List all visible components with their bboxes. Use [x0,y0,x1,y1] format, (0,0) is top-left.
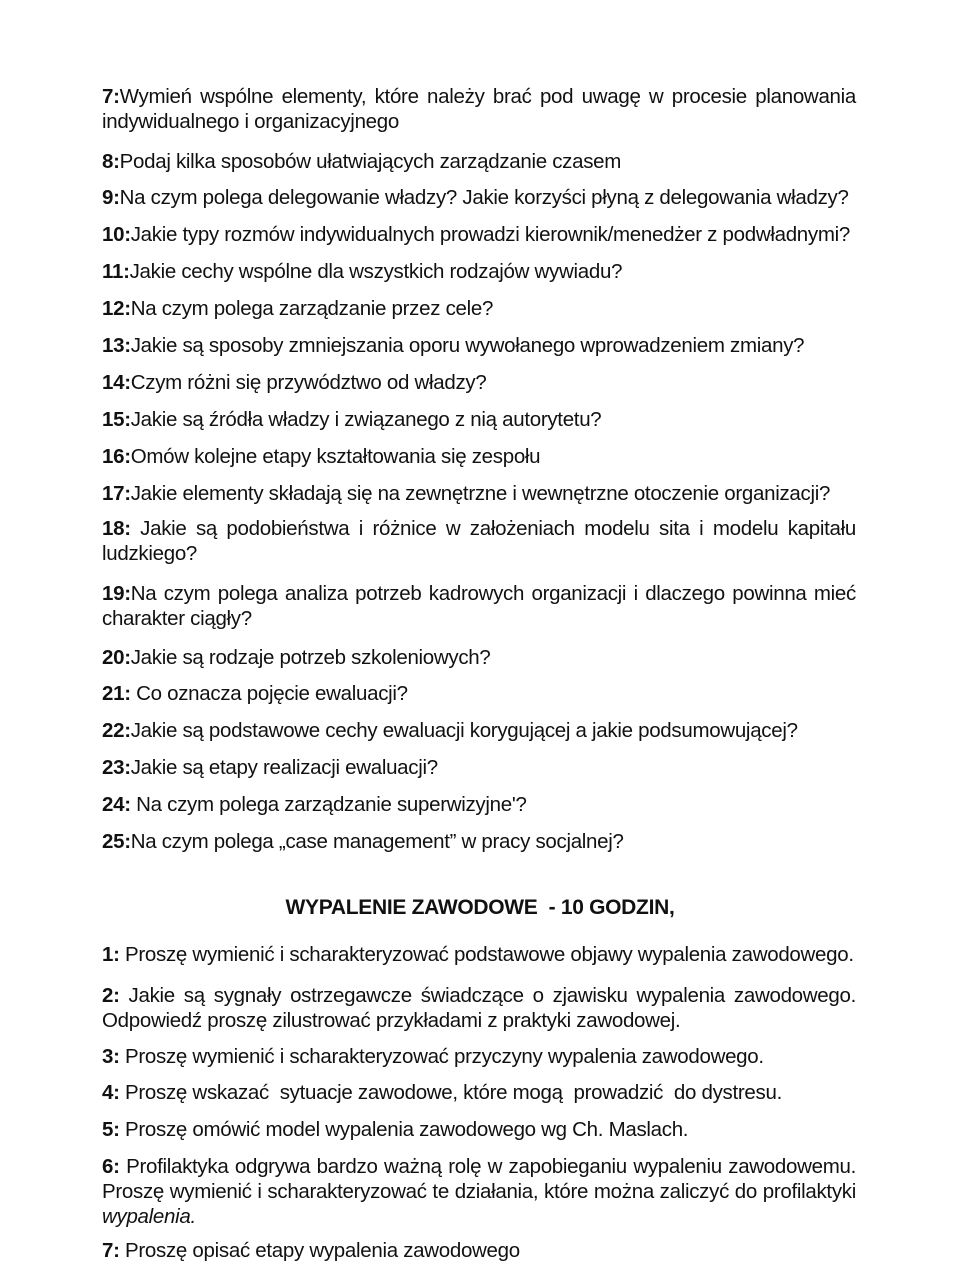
question-number: 6: [102,1155,120,1178]
question-number: 12: [102,297,131,320]
question-11 [102,259,856,284]
burnout-question-1 [102,942,856,967]
question-number: 2: [102,984,120,1007]
burnout-question-2 [102,983,856,1033]
question-number: 7: [102,85,120,108]
question-number: 24: [102,793,131,816]
question-number: 15: [102,408,131,431]
question-text: Jakie są etapy realizacji ewaluacji? [130,756,438,779]
question-text: Proszę wymienić i scharakteryzować podstawowe objawy wypalenia zawodowego. [119,943,854,966]
question-number: 10: [102,223,131,246]
question-16 [102,444,856,469]
question-text: Na czym polega zarządzanie przez cele? [130,297,494,320]
question-text: Jakie elementy składają się na zewnętrzne i wewnętrzne otoczenie organizacji? [130,482,831,505]
question-text: Jakie są podstawowe cechy ewaluacji korygującej a jakie podsumowującej? [130,719,798,742]
question-text: Wymień wspólne elementy, które należy brać pod uwagę w procesie planowania indywidualnego i organizacyjnego [102,85,856,133]
question-number: 5: [102,1118,120,1141]
section-heading [0,896,960,920]
question-number: 13: [102,334,131,357]
burnout-question-6 [102,1154,856,1229]
question-number: 1: [102,943,120,966]
question-text: Jakie cechy wspólne dla wszystkich rodzajów wywiadu? [129,260,623,283]
question-text: Profilaktyka odgrywa bardzo ważną rolę w zapobieganiu wypaleniu zawodowemu. Proszę wymienić i scharakteryzować te działania, które można zaliczyć do profilaktyki [102,1155,856,1203]
question-number: 9: [102,186,120,209]
question-number: 7: [102,1239,120,1262]
question-text: Jakie są sygnały ostrzegawcze świadczące o zjawisku wypalenia zawodowego. Odpowiedź proszę zilustrować przykładami z praktyki zawodowej. [102,984,856,1032]
question-number: 3: [102,1045,120,1068]
question-15 [102,407,856,432]
question-18 [102,516,856,566]
question-22 [102,718,856,743]
question-21 [102,681,856,706]
burnout-question-7 [102,1238,856,1263]
burnout-question-3 [102,1044,856,1069]
question-text: Na czym polega delegowanie władzy? Jakie korzyści płyną z delegowania władzy? [119,186,849,209]
question-text: Jakie są podobieństwa i różnice w założeniach modelu sita i modelu kapitału ludzkiego? [102,517,856,565]
question-text-emphasis: wypalenia. [102,1205,196,1228]
question-24 [102,792,856,817]
question-text: Proszę opisać etapy wypalenia zawodowego [119,1239,520,1262]
question-10 [102,222,856,247]
question-text: Proszę wskazać sytuacje zawodowe, które mogą prowadzić do dystresu. [119,1081,782,1104]
question-text: Proszę omówić model wypalenia zawodowego wg Ch. Maslach. [119,1118,689,1141]
section-heading-text: WYPALENIE ZAWODOWE - 10 GODZIN, [285,896,675,919]
question-number: 20: [102,646,131,669]
question-number: 18: [102,517,131,540]
question-17 [102,481,856,506]
question-text: Omów kolejne etapy kształtowania się zespołu [130,445,541,468]
question-text: Podaj kilka sposobów ułatwiających zarządzanie czasem [119,150,622,173]
question-text: Jakie są rodzaje potrzeb szkoleniowych? [130,646,491,669]
burnout-question-5 [102,1117,856,1142]
question-text: Co oznacza pojęcie ewaluacji? [130,682,408,705]
question-14 [102,370,856,395]
question-number: 25: [102,830,131,853]
question-text: Proszę wymienić i scharakteryzować przyczyny wypalenia zawodowego. [119,1045,764,1068]
question-number: 4: [102,1081,120,1104]
question-23 [102,755,856,780]
question-8 [102,149,856,174]
question-12 [102,296,856,321]
question-number: 22: [102,719,131,742]
question-text: Na czym polega „case management” w pracy socjalnej? [130,830,624,853]
question-text: Na czym polega zarządzanie superwizyjne'? [130,793,527,816]
question-number: 14: [102,371,131,394]
question-20 [102,645,856,670]
question-text: Jakie są sposoby zmniejszania oporu wywołanego wprowadzeniem zmiany? [130,334,805,357]
question-7 [102,84,856,134]
question-text: Na czym polega analiza potrzeb kadrowych organizacji i dlaczego powinna mieć charakter ciągły? [102,582,856,630]
question-13 [102,333,856,358]
question-text: Czym różni się przywództwo od władzy? [130,371,487,394]
question-number: 21: [102,682,131,705]
burnout-question-4 [102,1080,856,1105]
question-text: Jakie typy rozmów indywidualnych prowadzi kierownik/menedżer z podwładnymi? [130,223,850,246]
question-text: Jakie są źródła władzy i związanego z nią autorytetu? [130,408,602,431]
question-19 [102,581,856,631]
question-number: 8: [102,150,120,173]
question-number: 11: [102,260,130,283]
question-number: 17: [102,482,131,505]
question-number: 16: [102,445,131,468]
question-number: 19: [102,582,131,605]
question-25 [102,829,856,854]
question-9 [102,185,856,210]
question-number: 23: [102,756,131,779]
